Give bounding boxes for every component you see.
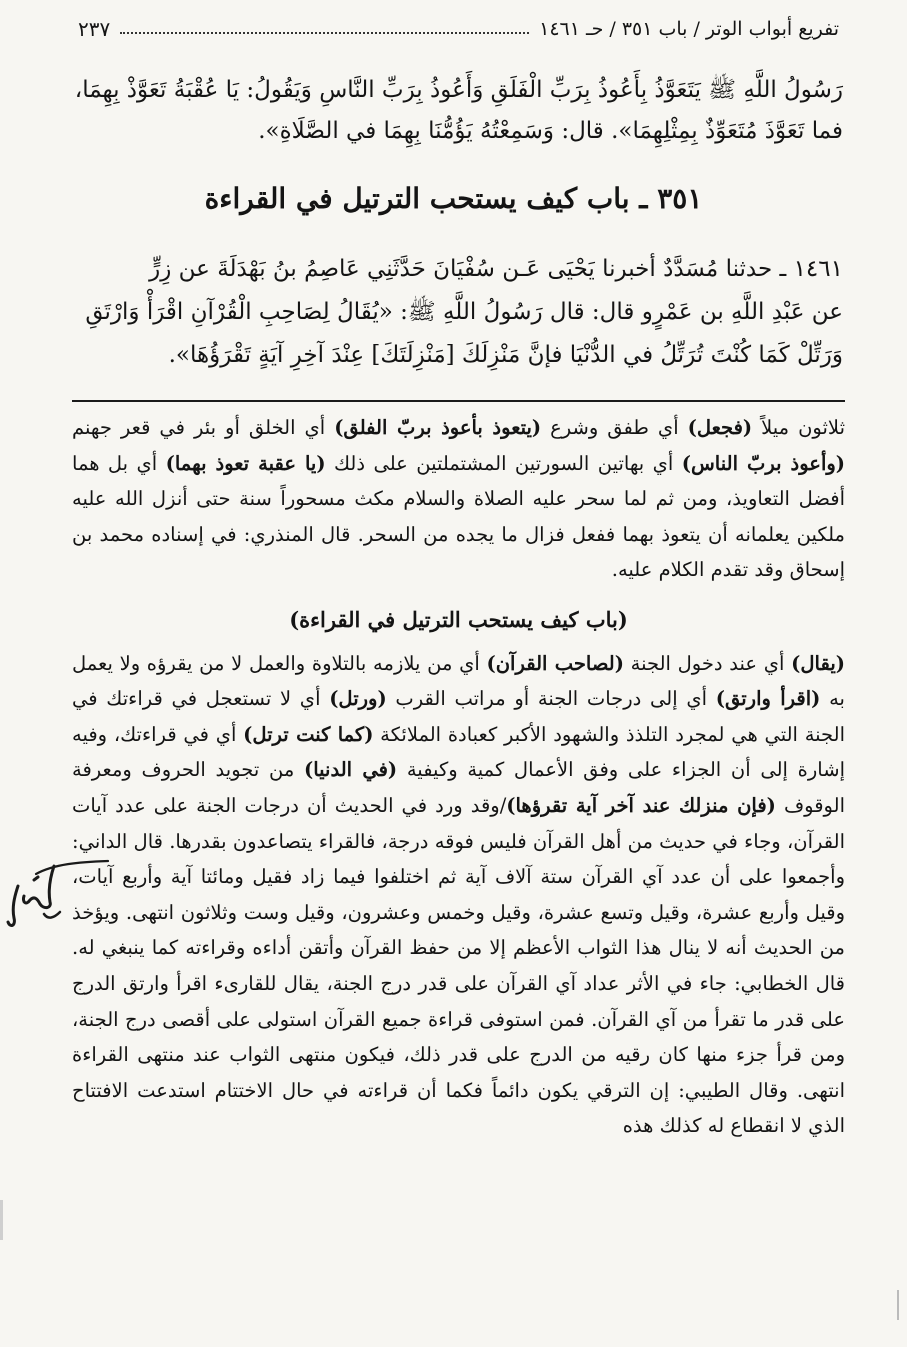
main-hadith: [72, 248, 843, 377]
running-title: تفريع أبواب الوتر / باب ٣٥١ / حـ ١٤٦١: [539, 18, 839, 40]
quoted-phrase: (اقرأ وارتق): [715, 687, 821, 711]
quoted-phrase: (في الدنيا): [303, 758, 398, 782]
chapter-title-text: كيف يستحب الترتيل في القراءة: [204, 182, 578, 215]
hadith-line: عن عَبْدِ اللَّهِ بن عَمْرٍو قال: قال رَسُولُ اللَّهِ ﷺ: «يُقَالُ لِصَاحِبِ الْقُرْآنِ اقْرَأْ وَارْتَقِ: [85, 299, 843, 325]
header-dotted-leader: [120, 32, 529, 34]
quoted-phrase: (يقال): [791, 651, 845, 675]
scan-edge-mark: [897, 1290, 899, 1320]
chapter-number: ٣٥١ ـ: [639, 182, 703, 215]
quoted-phrase: (فإن منزلك عند آخر آية تقرؤها): [506, 793, 776, 817]
commentary-text: أي عند دخول الجنة: [623, 651, 792, 675]
commentary-text: ثلاثون ميلاً: [752, 416, 845, 439]
quoted-phrase: (كما كنت ترتل): [243, 722, 374, 746]
page-number: ٢٣٧: [78, 17, 111, 41]
hadith-line: وَرَتِّلْ كَمَا كُنْتَ تُرَتِّلُ في الدُّنْيَا فإنَّ مَنْزِلَكَ [مَنْزِلَتَكَ] عِنْدَ آخِرِ آيَةٍ تَقْرَؤُهَا».: [168, 342, 843, 368]
commentary-subtitle: (باب كيف يستحب الترتيل في القراءة): [289, 606, 628, 632]
quoted-phrase: (لصاحب القرآن): [486, 651, 624, 675]
page-header: [78, 14, 839, 44]
commentary-text: أي إلى درجات الجنة أو مراتب القرب: [386, 687, 716, 711]
quoted-phrase: (يا عقبة تعوذ بهما): [165, 451, 326, 475]
hadith-line: فما تَعَوَّذَ مُتَعَوِّذٌ بِمِثْلِهِمَا». قال: وَسَمِعْتُهُ يَؤُمُّنَا بِهِمَا في الصَّلَاةِ».: [258, 118, 843, 144]
scan-edge-mark: [0, 1200, 3, 1240]
commentary-text: أي بهاتين السورتين المشتملتين على ذلك: [325, 451, 682, 475]
hadith-line: رَسُولُ اللَّهِ ﷺ يَتَعَوَّذُ بِأَعُوذُ بِرَبِّ الْفَلَقِ وَأَعُوذُ بِرَبِّ النَّاسِ وَيَقُولُ: يَا عُقْبَةُ تَعَوَّذْ بِهِمَا،: [74, 77, 843, 103]
commentary-divider: [72, 400, 845, 402]
quoted-phrase: (يتعوذ بأعوذ بربّ الفلق): [334, 416, 542, 439]
previous-hadith-ending: [72, 70, 843, 152]
commentary-text: أي في قراءتك، وفيه إشارة إلى أن الجزاء على وفق الأعمال كمية وكيفية: [72, 722, 845, 782]
commentary-text: من تجويد الحروف ومعرفة الوقوف: [72, 758, 845, 817]
quoted-phrase: (فجعل): [687, 416, 753, 439]
commentary-text: أي من يلازمه بالتلاوة والعمل لا من يقرؤه ولا يعمل به: [72, 651, 845, 711]
commentary-text: /وقد ورد في الحديث أن درجات الجنة على عدد آيات القرآن، وجاء في حديث من أهل القرآن فليس فوقه درجة، فالقراء يتصاعدون بقدرها. قال الداني: وأجمعوا على أن عدد آي القرآن ستة آلاف آية ثم اختلفوا فيما زاد فقيل ومائتا آية وأربع آيات، وقيل وأربع عشرة، وقيل وتسع عشرة، وقيل وخمس وعشرون، وقيل وست وثلاثون انتهى. ويؤخذ من الحديث أنه لا ينال هذا الثواب الأعظم إلا من حفظ القرآن وأتقن أداءه وقراءته كما ينبغي له. قال الخطابي: جاء في الأثر عداد آي القرآن على قدر درج الجنة، يقال للقارىء اقرأ وارتق الدرج على قدر ما تقرأ من آي القرآن. فمن استوفى قراءة جميع القرآن استولى على أقصى درج الجنة، ومن قرأ جزء منها كان رقيه من الدرج على قدر ذلك، فيكون منتهى الثواب عند منتهى القراءة انتهى. وقال الطيبي: إن الترقي يكون دائماً فكما أن قراءته في حال الاختتام استدعت الافتتاح الذي لا انقطاع له كذلك هذه: [72, 793, 845, 1138]
commentary: [72, 410, 845, 1144]
chapter-heading: [0, 182, 907, 215]
commentary-text: أي لا تستعجل في قراءتك في الجنة التي هي لمجرد التلذذ والشهود الأكبر كعبادة الملائكة: [72, 687, 845, 746]
commentary-text: أي بل هما أفضل التعاويذ، ومن ثم لما سحر عليه الصلاة والسلام مكث مسحوراً سنة حتى أنزل الله عليه ملكين يعلمانه أن يتعوذ بهما ففعل فزال ما يجده من السحر. قال المنذري: في إسناده محمد بن إسحاق وقد تقدم الكلام عليه.: [72, 451, 845, 582]
chapter-word: باب: [586, 182, 630, 215]
hadith-line: ١٤٦١ ـ حدثنا مُسَدَّدٌ أخبرنا يَحْيَى عَـن سُفْيَانَ حَدَّثَنِي عَاصِمُ بنُ بَهْدَلَةَ عن زِرٍّ: [149, 256, 843, 282]
commentary-text: أي الخلق أو بئر في قعر جهنم: [72, 416, 335, 439]
quoted-phrase: (ورتل): [329, 687, 387, 711]
handwritten-margin-note: [4, 856, 66, 936]
commentary-paragraph-2: [72, 646, 845, 1144]
commentary-text: أي طفق وشرع: [541, 416, 688, 439]
quoted-phrase: (وأعوذ بربّ الناس): [681, 451, 845, 475]
commentary-paragraph-1: [72, 410, 845, 588]
